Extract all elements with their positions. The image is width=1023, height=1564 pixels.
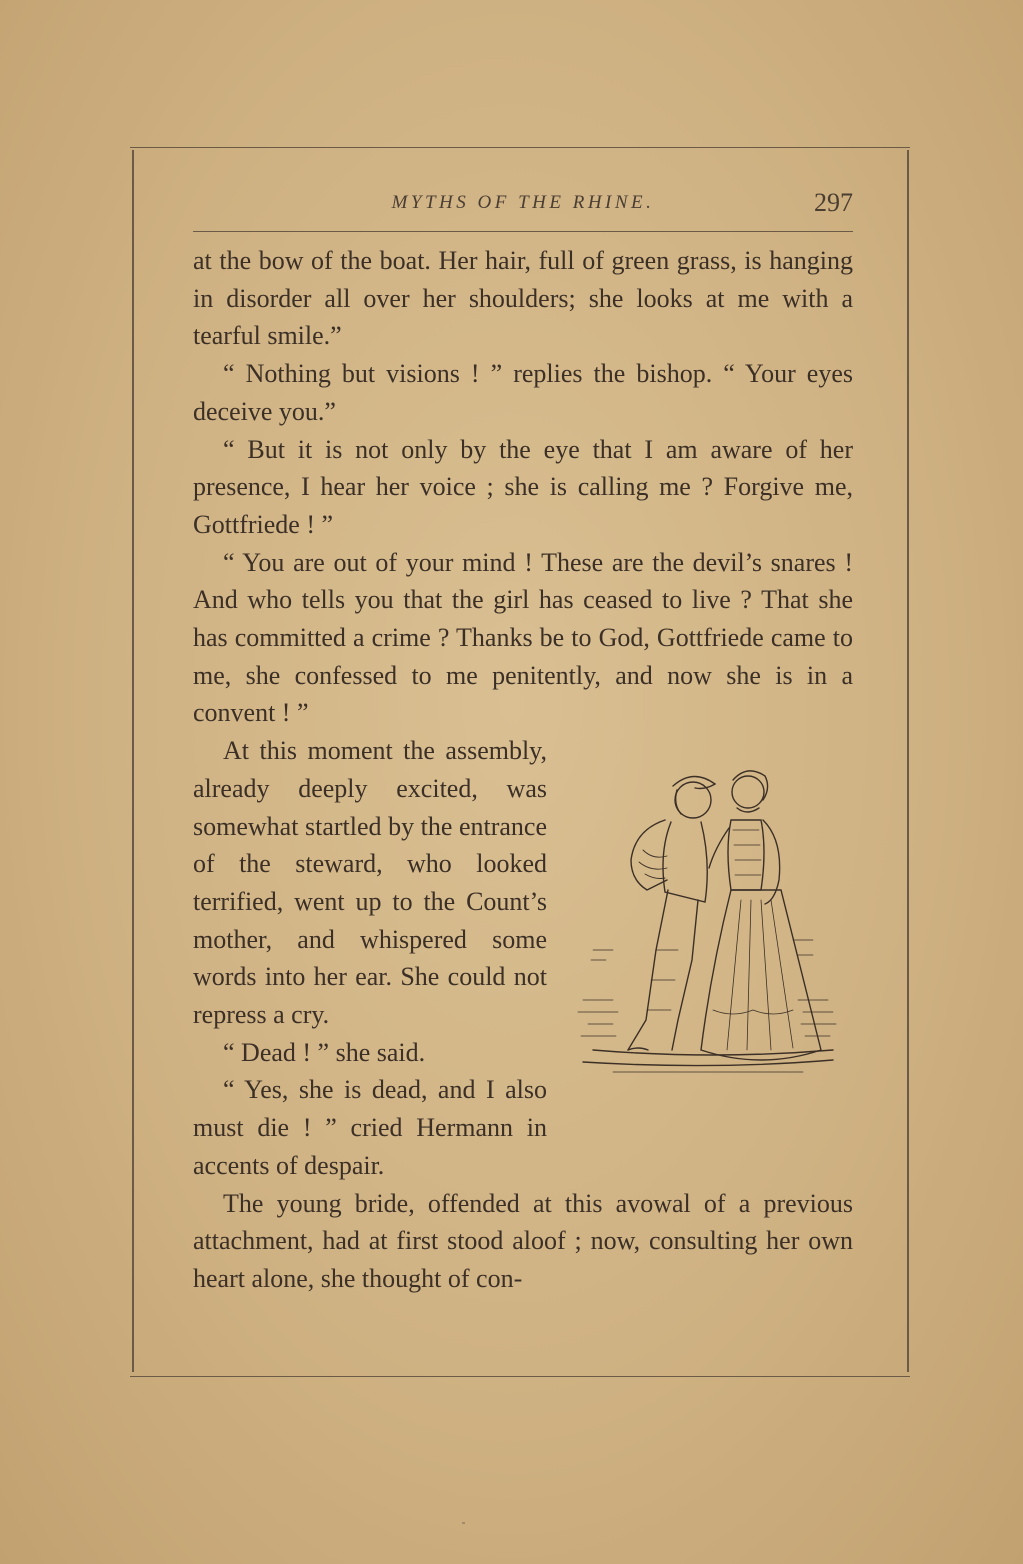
couple-engraving-image bbox=[573, 750, 853, 1090]
page-border-left bbox=[132, 150, 134, 1372]
running-title: MYTHS OF THE RHINE. bbox=[391, 192, 655, 213]
paragraph-5: At this moment the assembly, already deeply excited, was somewhat startled by the entrance of the steward, who looked terrified, went up to the Count’s mother, and whispered some words into her ear. She could not repress a cry. bbox=[193, 736, 547, 1030]
illustration bbox=[573, 732, 853, 1152]
paragraph-7: “ Yes, she is dead, and I also must die ! ” cried Hermann in accents of despair. bbox=[193, 1075, 547, 1180]
paragraph-2: “ Nothing but visions ! ” replies the bishop. “ Your eyes deceive you.” bbox=[193, 359, 853, 426]
header-rule bbox=[193, 231, 853, 232]
paragraph-4: “ You are out of your mind ! These are the devil’s snares ! And who tells you that the girl has ceased to live ? That she has committed a crime ? Thanks be to God, Gottfriede came to me, she confessed to me penitently, and now she is in a convent ! ” bbox=[193, 547, 853, 728]
paragraph-3: “ But it is not only by the eye that I am aware of her presence, I hear her voice ; she is calling me ? Forgive me, Gottfriede ! ” bbox=[193, 434, 853, 539]
body-text bbox=[193, 242, 853, 1298]
paragraph-1: at the bow of the boat. Her hair, full of green grass, is hanging in disorder all over her shoulders; she looks at me with a tearful smile.” bbox=[193, 246, 853, 351]
running-head bbox=[193, 186, 853, 220]
paragraph-8: The young bride, offended at this avowal of a previous attachment, had at first stood aloof ; now, consulting her own heart alone, she thought of con- bbox=[193, 1188, 853, 1293]
page-number: 297 bbox=[814, 188, 853, 217]
paper-speck bbox=[462, 1522, 465, 1524]
page-border-right bbox=[907, 150, 909, 1372]
paragraph-6: “ Dead ! ” she said. bbox=[223, 1037, 426, 1067]
